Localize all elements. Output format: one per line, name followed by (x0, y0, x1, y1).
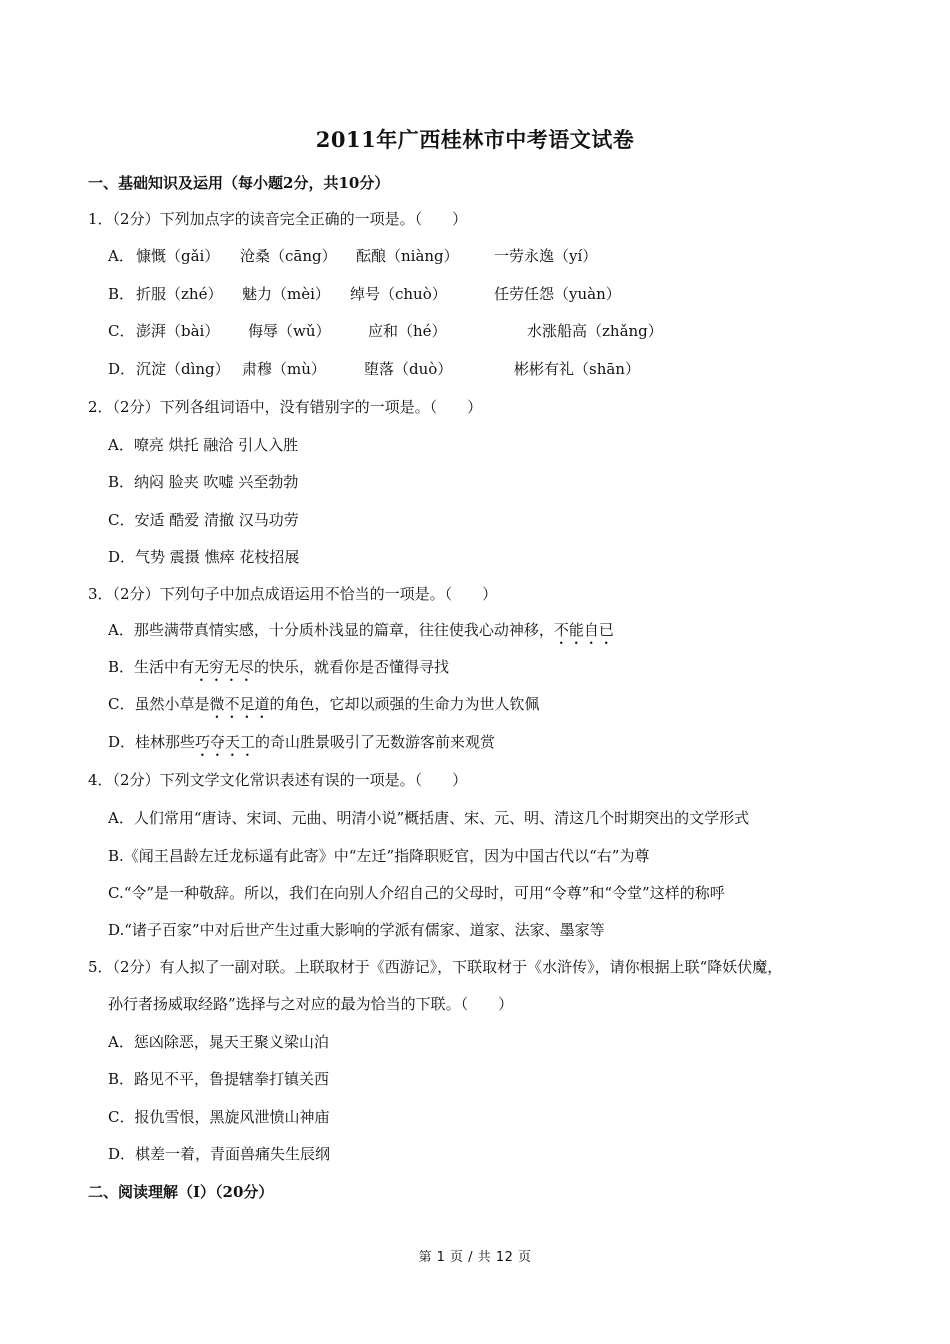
option-item: 应和（hé） (368, 322, 447, 340)
question-5-option-d: D．棋差一着，青面兽痛失生辰纲 (108, 1145, 331, 1163)
question-4-option-a: A．人们常用“唐诗、宋词、元曲、明清小说”概括唐、宋、元、明、清这几个时期突出的文学形式 (108, 809, 750, 827)
question-4-option-d: D.“诸子百家”中对后世产生过重大影响的学派有儒家、道家、法家、墨家等 (108, 921, 605, 939)
question-4-option-c: C.“令”是一种敬辞。所以，我们在向别人介绍自己的父母时，可用“令尊”和“令堂”这样的称呼 (108, 884, 725, 902)
option-text: C．虽然小草是 (108, 695, 210, 713)
section-heading-basics: 一、基础知识及运用（每小题2分，共10分） (88, 174, 390, 192)
question-5-option-a: A．惩凶除恶，晁天王聚义梁山泊 (108, 1033, 329, 1051)
dotted-idiom: 微不足道 (209, 695, 270, 713)
option-label: A． (108, 247, 134, 265)
question-1-stem: 1．（2分）下列加点字的读音完全正确的一项是。（ ） (88, 210, 468, 228)
question-4-stem: 4．（2分）下列文学文化常识表述有误的一项是。（ ） (88, 771, 468, 789)
option-item: 堕落（duò） (364, 360, 453, 378)
option-item: 绰号（chuò） (350, 285, 447, 303)
question-4-option-b: B.《闻王昌龄左迁龙标遥有此寄》中“左迁”指降职贬官，因为中国古代以“右”为尊 (108, 847, 650, 865)
question-3-option-c (108, 693, 540, 722)
question-5-option-b: B．路见不平，鲁提辖拳打镇关西 (108, 1070, 330, 1088)
section-heading-reading: 二、阅读理解（Ⅰ）（20分） (88, 1183, 274, 1201)
option-item: 沉淀（dìng） (136, 360, 230, 378)
question-2-stem: 2．（2分）下列各组词语中，没有错别字的一项是。（ ） (88, 398, 483, 416)
option-item: 彬彬有礼（shān） (514, 360, 640, 378)
option-label: D． (108, 360, 136, 378)
option-item: 水涨船高（zhǎng） (527, 322, 663, 340)
option-text: 的奇山胜景吸引了无数游客前来观赏 (255, 733, 496, 751)
option-item: 慷慨（gǎi） (136, 247, 220, 265)
option-label: C． (108, 322, 135, 340)
question-3-stem: 3．（2分）下列句子中加点成语运用不恰当的一项是。（ ） (88, 585, 498, 603)
option-item: 侮辱（wǔ） (248, 322, 331, 340)
dotted-idiom: 不能自已 (553, 621, 614, 639)
option-text: 的角色，它却以顽强的生命力为世人钦佩 (269, 695, 540, 713)
option-item: 酝酿（niàng） (356, 247, 459, 265)
question-3-option-a (108, 619, 614, 648)
question-5-stem-line-2: 孙行者扬威取经路”选择与之对应的最为恰当的下联。（ ） (108, 995, 514, 1013)
option-text: A．那些满带真情实感，十分质朴浅显的篇章，往往使我心动神移， (108, 621, 554, 639)
question-2-option-d: D．气势 震摄 憔瘁 花枝招展 (108, 548, 300, 566)
exam-title: 2011年广西桂林市中考语文试卷 (315, 127, 635, 152)
option-text: 的快乐，就看你是否懂得寻找 (254, 658, 450, 676)
question-3-option-d (108, 731, 495, 760)
page-footer: 第 1 页 / 共 12 页 (418, 1250, 532, 1265)
option-item: 沧桑（cāng） (240, 247, 337, 265)
question-2-option-c: C．安适 酷爱 清撤 汉马功劳 (108, 511, 299, 529)
option-item: 一劳永逸（yí） (494, 247, 598, 265)
question-5-option-c: C．报仇雪恨，黑旋风泄愤山神庙 (108, 1108, 330, 1126)
question-5-stem-line-1: 5．（2分）有人拟了一副对联。上联取材于《西游记》，下联取材于《水浒传》，请你根据上联“降妖伏魔， (88, 958, 783, 976)
option-text: B．生活中有 (108, 658, 195, 676)
option-item: 澎湃（bài） (136, 322, 220, 340)
option-label: B． (108, 285, 135, 303)
option-item: 任劳任怨（yuàn） (494, 285, 621, 303)
dotted-idiom: 巧夺天工 (195, 733, 256, 751)
option-text: D．桂林那些 (108, 733, 196, 751)
option-item: 肃穆（mù） (242, 360, 326, 378)
option-item: 折服（zhé） (136, 285, 223, 303)
option-item: 魅力（mèi） (242, 285, 330, 303)
question-2-option-a: A．嘹亮 烘托 融洽 引人入胜 (108, 436, 299, 454)
question-3-option-b (108, 656, 449, 685)
dotted-idiom: 无穷无尽 (194, 658, 255, 676)
question-2-option-b: B．纳闷 脸夹 吹嘘 兴至勃勃 (108, 473, 299, 491)
